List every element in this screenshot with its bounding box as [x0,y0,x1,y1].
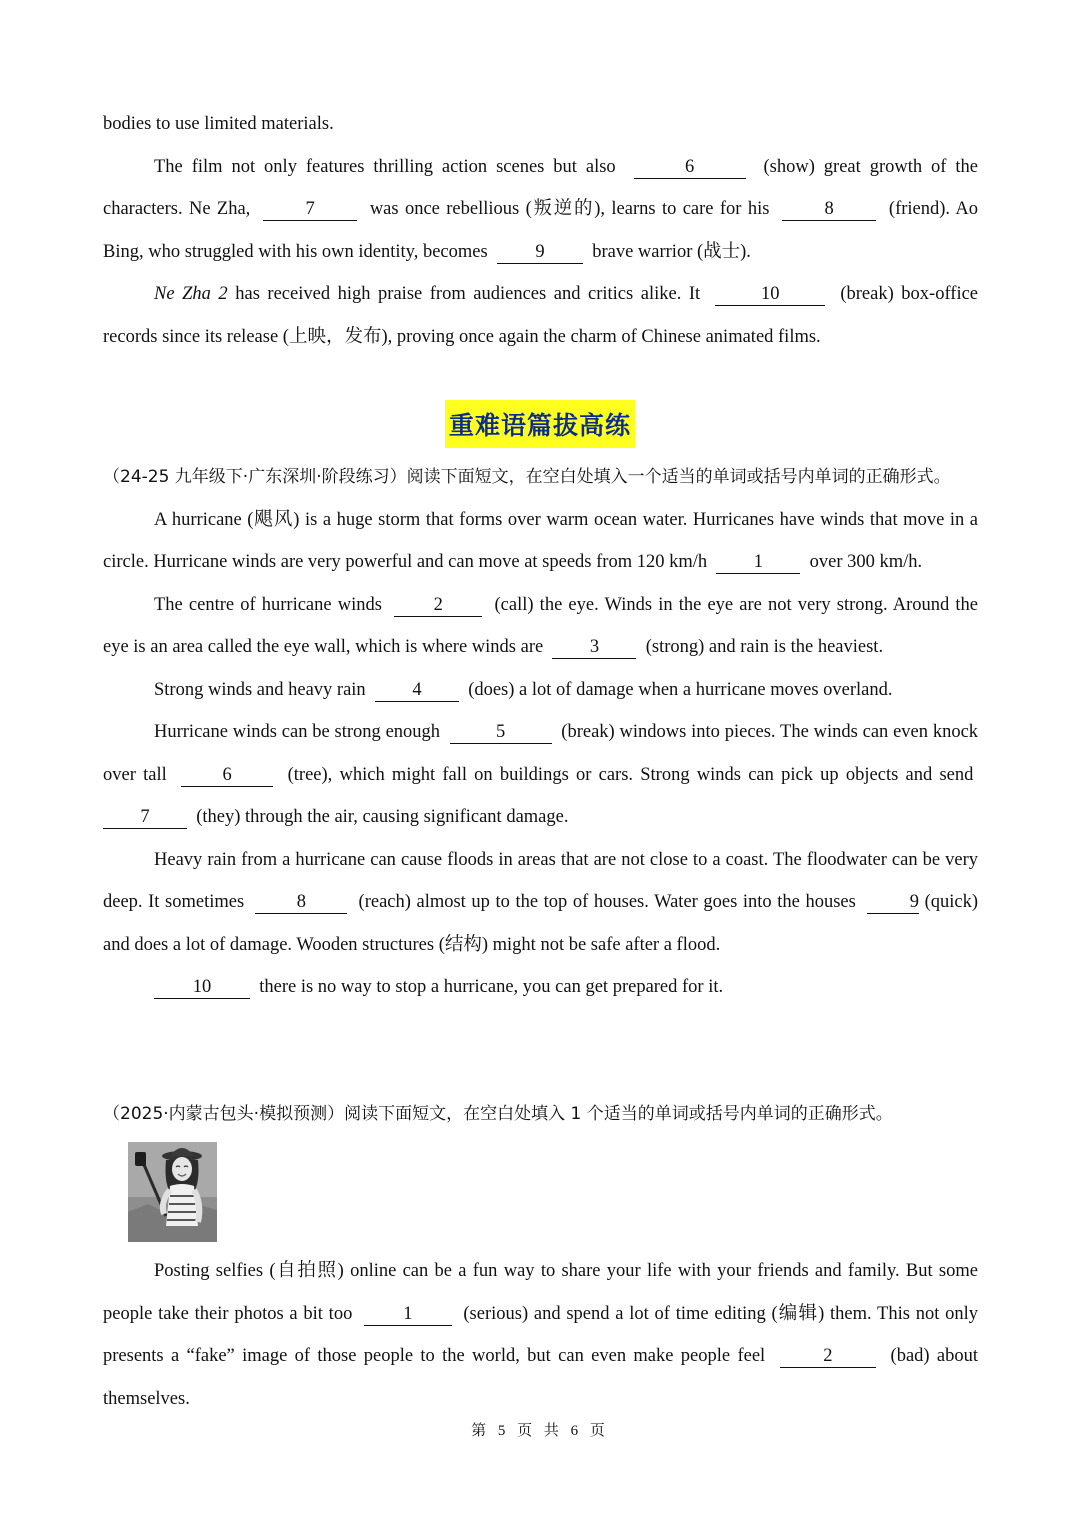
passage1-blank-7[interactable]: 7 [103,807,187,829]
passage1-blank-6[interactable]: 6 [181,765,273,787]
passage1-blank-1[interactable]: 1 [716,552,800,574]
passage1-instruction: （24-25 九年级下·广东深圳·阶段练习）阅读下面短文，在空白处填入一个适当的单词或括号内单词的正确形式。 [103,467,951,487]
passage2-instruction: （2025·内蒙古包头·模拟预测）阅读下面短文，在空白处填入 1 个适当的单词或括号内单词的正确形式。 [103,1104,893,1124]
passage1-blank-5[interactable]: 5 [450,722,552,744]
blank-6[interactable]: 6 [634,157,746,179]
paragraph-nezha-1: The film not only features thrilling action scenes but also 6 (show) great growth of the characters. Ne Zha, 7 was once rebellious (叛逆的), learns to care for his 8 (friend). Ao Bing, who struggled with his own identity, becomes 9 brave warrior (战士). [103,156,979,262]
passage1-blank-2[interactable]: 2 [394,595,482,617]
passage1-blank-9[interactable]: 9 [867,892,919,914]
page-footer: 第 5 页 共 6 页 [471,1423,609,1439]
passage1-blank-8[interactable]: 8 [255,892,347,914]
selfie-girl-image [128,1142,217,1242]
passage1-blank-10[interactable]: 10 [154,977,250,999]
passage1-para6: 10 there is no way to stop a hurricane, you can get prepared for it. [103,966,978,1009]
section-title-wrap [0,400,1080,448]
blank-8[interactable]: 8 [782,199,876,221]
passage2-blank-2[interactable]: 2 [780,1346,876,1368]
passage1-blank-4[interactable]: 4 [375,680,459,702]
blank-7[interactable]: 7 [263,199,357,221]
passage1-para3: Strong winds and heavy rain 4 (does) a lot of damage when a hurricane moves overland. [154,679,893,700]
blank-10[interactable]: 10 [715,284,825,306]
passage1-para1: A hurricane (飓风) is a huge storm that forms over warm ocean water. Hurricanes have winds that move in a circle. Hurricane winds are very powerful and can move at speeds from 120 km/h 1 over 300 km/h. [103,509,978,572]
passage1-blank-3[interactable]: 3 [552,637,636,659]
passage1-para4: Hurricane winds can be strong enough 5 (break) windows into pieces. The winds can even knock over tall 6 (tree), which might fall on buildings or cars. Strong winds can pick up objects and send 7 (they) through the air, causing significant damage. [103,722,979,827]
passage1-para5: Heavy rain from a hurricane can cause floods in areas that are not close to a coast. The floodwater can be very deep. It sometimes 8 (reach) almost up to the top of houses. Water goes into the houses 9 (quick) and does a lot of damage. Wooden structures (结构) might not be safe after a flood. [103,849,979,955]
passage2-para1: Posting selfies (自拍照) online can be a fun way to share your life with your friends and family. But some people take their photos a bit too 1 (serious) and spend a lot of time editing (编辑) them. This not only presents a “fake” image of those people to the world, but can even make people feel 2 (bad) about themselves. [103,1261,979,1409]
passage1-para2: The centre of hurricane winds 2 (call) the eye. Winds in the eye are not very strong. Around the eye is an area called the eye wall, which is where winds are 3 (strong) and rain is the heaviest. [103,594,979,657]
paragraph-nezha-2: Ne Zha 2 has received high praise from audiences and critics alike. It 10 (break) box-office records since its release (上映，发布), proving once again the charm of Chinese animated films. [103,284,979,347]
section-title: 重难语篇拔高练 [445,400,635,448]
passage2-blank-1[interactable]: 1 [364,1304,452,1326]
paragraph-continued: bodies to use limited materials. [103,114,334,134]
blank-9[interactable]: 9 [497,242,583,264]
